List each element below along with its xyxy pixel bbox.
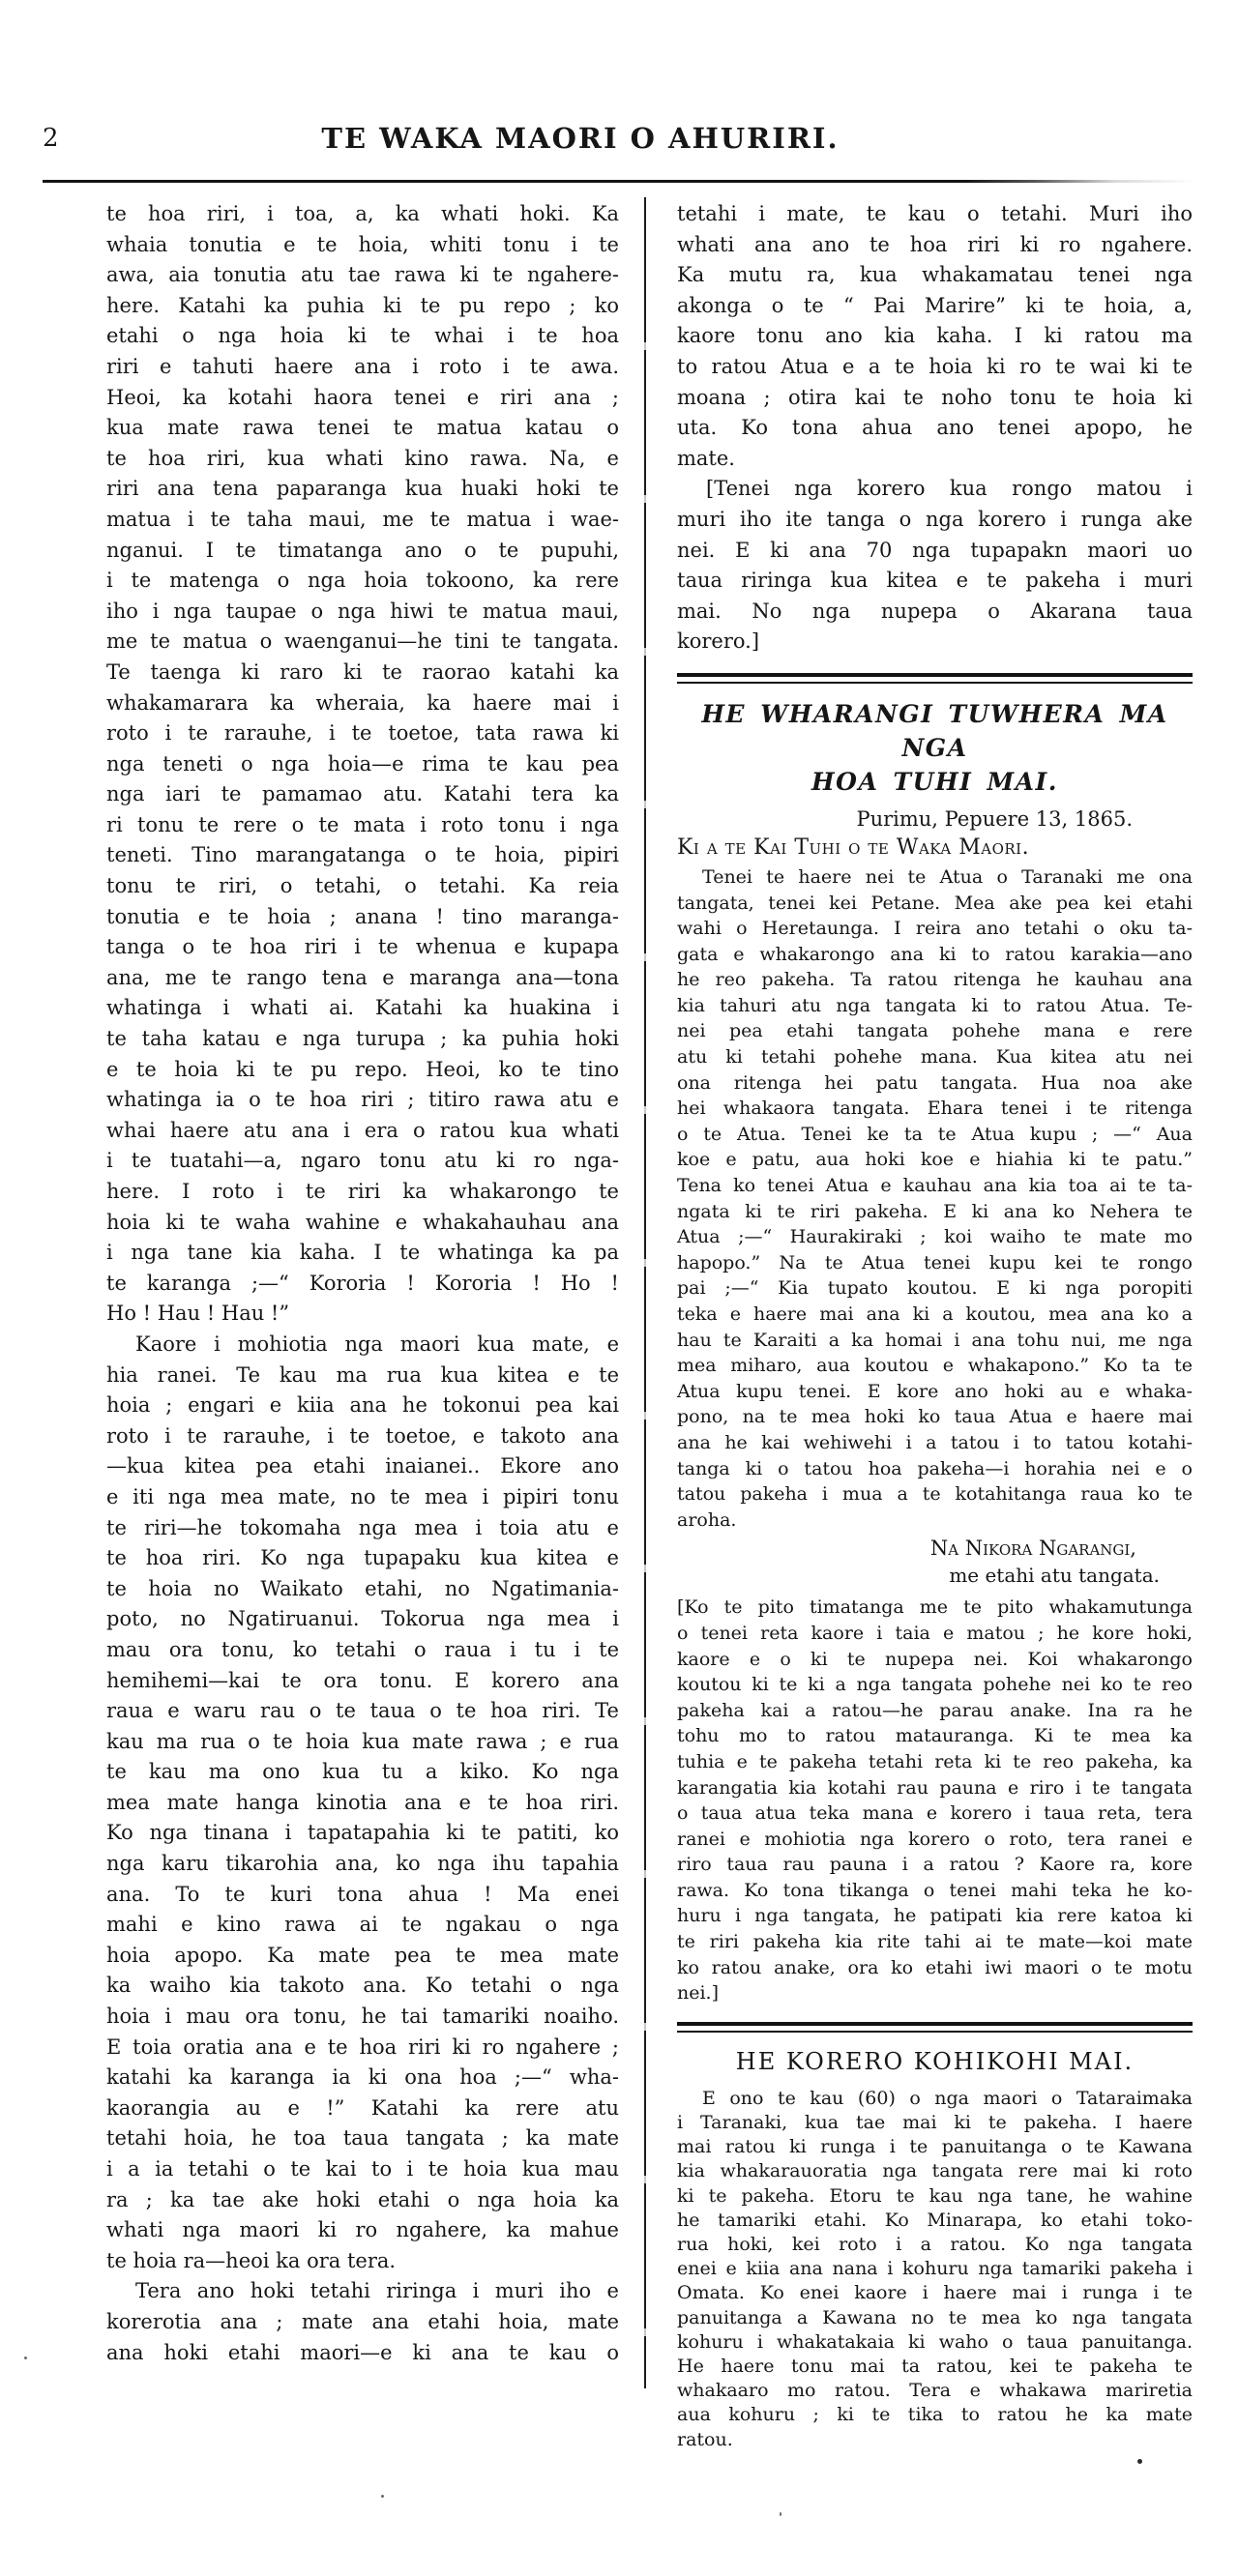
text-line: hoia i mau ora tonu, he tai tamariki noaiho. (106, 2005, 619, 2029)
letter-dateline: Purimu, Pepuere 13, 1865. (856, 806, 1133, 831)
text-line: hoia ki te waha wahine e whakahauhau ana (106, 1210, 619, 1234)
text-line: enei e kiia ana nana i kohuru nga tamariki pakeha i (677, 2258, 1193, 2280)
masthead-rule (43, 180, 1195, 183)
text-line: Atua kupu tenei. E kore ano hoki au e whaka- (677, 1380, 1193, 1402)
text-line: —kua kitea pea etahi inaianei.. Ekore ano (106, 1454, 619, 1478)
text-line: tatou pakeha i mua a te kotahitanga raua ko te (677, 1483, 1193, 1506)
page-number: 2 (43, 124, 59, 153)
text-line: tonu te riri, o tetahi, o tetahi. Ka reia (106, 874, 619, 898)
text-line: here. I roto i te riri ka whakarongo te (106, 1180, 619, 1203)
text-line: mate. (677, 446, 735, 470)
signature-line: me etahi atu tangata. (949, 1564, 1160, 1588)
text-line: nganui. I te timatanga ano o te pupuhi, (106, 538, 619, 562)
text-line: tetahi hoia, he toa taua tangata ; ka mate (106, 2126, 619, 2151)
text-line: hapopo.” Na te Atua tenei kupu kei te rongo (677, 1251, 1193, 1273)
text-line: huru i nga tangata, he patipati kia rere katoa ki (677, 1905, 1193, 1927)
text-line: Omata. Ko enei kaore i haere mai i runga i te (677, 2282, 1193, 2304)
text-line: roto i te rarauhe, i te toetoe, e takoto ana (106, 1423, 619, 1448)
text-line: te hoa riri, i toa, a, ka whati hoki. Ka (106, 202, 619, 225)
editor-note-bracketed (677, 474, 1193, 658)
text-line: te hoia ra—heoi ka ora tera. (106, 2248, 397, 2272)
text-line: tuhia e te pakeha tetahi reta ki te reo pakeha, ka (677, 1750, 1193, 1772)
text-line: E ono te kau (60) o nga maori o Tataraimaka (702, 2087, 1193, 2109)
scan-speck (1137, 2459, 1142, 2464)
text-line: whakamarara ka wheraia, ka haere mai i (106, 690, 619, 715)
text-line: awa, aia tonutia atu tae rawa ki te ngahere- (106, 263, 619, 287)
text-line: ki te pakeha. Etoru te kau nga tane, he wahine (677, 2184, 1193, 2207)
signature-line: Na Nikora Ngarangi, (929, 1537, 1136, 1561)
text-line: mau ora tonu, ko tetahi o raua i tu i te (106, 1637, 619, 1661)
battle-report-conclusion (677, 199, 1193, 474)
text-line: aua kohuru ; ki te tika to ratou he ka mate (677, 2404, 1193, 2426)
text-line: iho i nga taupae o nga hiwi te matua maui, (106, 599, 619, 623)
text-line: te riri—he tokomaha nga mea i toia atu e (106, 1515, 619, 1539)
text-line: nga teneti o nga hoia—e rima te kau pea (106, 751, 619, 776)
text-line: tanga o te hoa riri i te whenua e kupapa (106, 935, 619, 959)
text-line: poto, no Ngatiruanui. Tokorua nga mea i (106, 1607, 619, 1631)
text-line: E toia oratia ana e te hoa riri ki ro ngahere ; (106, 2034, 619, 2059)
letter-body (677, 864, 1193, 1533)
text-line: ri tonu te rere o te mata i roto tonu i nga (106, 812, 619, 836)
text-line: te riri pakeha kia rite tahi ai te mate—koi mate (677, 1931, 1193, 1953)
collected-news-heading: HE KORERO KOHIKOHI MAI. (735, 2047, 1135, 2075)
text-line: ona ritenga hei patu tangata. Hua noa ake (677, 1071, 1193, 1094)
text-line: korerotia ana ; mate ana etahi hoia, mate (106, 2309, 619, 2333)
text-line: kau ma rua o te hoia kua mate rawa ; e rua (106, 1729, 619, 1753)
text-line: nei.] (677, 1982, 720, 2005)
text-line: tetahi i mate, te kau o tetahi. Muri iho (677, 202, 1193, 225)
text-line: ngata ki te riri pakeha. E ki ana ko Nehera te (677, 1200, 1193, 1222)
text-line: o te Atua. Tenei ke ta te Atua kupu ; —“ Aua (677, 1123, 1193, 1145)
text-line: taua riringa kua kitea e te pakeha i muri (677, 569, 1193, 593)
masthead-title: TE WAKA MAORI O AHURIRI. (321, 122, 840, 155)
letter-signature (677, 1535, 1193, 1589)
text-line: raua e waru rau o te taua o te hoa riri. Te (106, 1699, 619, 1723)
text-line: katahi ka karanga ia ki ona hoa ;—“ wha- (106, 2065, 619, 2090)
text-line: ana hoki etahi maori—e ki ana te kau o (106, 2340, 619, 2364)
text-line: akonga o te “ Pai Marire” ki te hoia, a, (677, 293, 1193, 317)
text-line: ranei e mohiotia nga korero o roto, tera ranei e (677, 1828, 1193, 1850)
text-line: i nga tane kia kaha. I te whatinga ka pa (106, 1241, 619, 1265)
text-line: o taua atua teka mana e korero i taua reta, tera (677, 1802, 1193, 1825)
section-divider-rule (677, 673, 1193, 684)
text-line: uta. Ko tona ahua ano tenei apopo, he (677, 416, 1193, 440)
text-line: Te taenga ki raro ki te raorao katahi ka (106, 659, 619, 684)
text-line: kua mate rawa tenei te matua katau o (106, 416, 619, 440)
text-line: ra ; ka tae ake hoki etahi o nga hoia ka (106, 2187, 619, 2211)
text-line: riri e tahuti haere ana i roto i te awa. (106, 354, 619, 378)
text-line: mai. No nga nupepa o Akarana taua (677, 599, 1193, 623)
text-line: whaia tonutia e te hoia, whiti tonu i te (106, 232, 619, 256)
text-line: whatinga ia o te hoa riri ; titiro rawa atu e (106, 1088, 619, 1112)
text-line: hoia ; engari e kiia ana he tokonui pea kai (106, 1393, 619, 1418)
text-line: kaore e o ki te nupepa nei. Koi whakarongo (677, 1648, 1193, 1670)
text-line: koutou ki te ki a nga tangata pohehe nei ko te reo (677, 1674, 1193, 1696)
text-line: kia tahuri atu nga tangata ki to ratou Atua. Te- (677, 994, 1193, 1016)
text-line: i te matenga o nga hoia tokoono, ka rere (106, 569, 619, 593)
text-line: e te hoia ki te pu repo. Heoi, ko te tino (106, 1057, 619, 1081)
text-line: [Ko te pito timatanga me te pito whakamutunga (677, 1596, 1193, 1619)
text-line: korero.] (677, 629, 760, 654)
text-line: he tamariki etahi. Ko Minarapa, ko etahi toko- (677, 2209, 1193, 2231)
text-line: he reo pakeha. Ta ratou ritenga he kauhau ana (677, 969, 1193, 991)
text-line: te hoa riri, kua whati kino rawa. Na, e (106, 446, 619, 470)
text-line: muri iho ite tanga o nga korero i runga ake (677, 507, 1193, 531)
text-line: Tera ano hoki tetahi riringa i muri iho e (135, 2279, 619, 2303)
text-line: te hoia no Waikato etahi, no Ngatimania- (106, 1576, 619, 1600)
column-separator-rule (644, 197, 646, 2388)
battle-report-continuation (106, 199, 619, 1330)
heading-line: HE WHARANGI TUWHERA MA NGA (701, 699, 1168, 762)
text-line: i a ia tetahi o te kai to i te hoia kua mau (106, 2157, 619, 2181)
text-line: ratou. (677, 2428, 733, 2450)
text-line: pai ;—“ Kia tupato koutou. E ki nga poropiti (677, 1277, 1193, 1300)
text-line: panuitanga a Kawana no te mea ko nga tangata (677, 2306, 1193, 2328)
text-line: riri ana tena paparanga kua huaki hoki te (106, 477, 619, 501)
text-line: ana he kai wehiwehi i a tatou i to tatou kotahi- (677, 1431, 1193, 1453)
section-divider-rule-2 (677, 2022, 1193, 2033)
text-line: matua i te taha maui, me te matua i wae- (106, 507, 619, 531)
text-line: pakeha kai a ratou—he parau anake. Ina ra he (677, 1699, 1193, 1721)
text-line: koe e patu, aua hoki koe e hiahia ki te patu.” (677, 1149, 1193, 1171)
text-line: te kau ma ono kua tu a kiko. Ko nga (106, 1760, 619, 1784)
text-line: i te tuatahi—a, ngaro tonu atu ki ro nga- (106, 1149, 619, 1173)
text-line: mea miharo, aua koutou e whakapono.” Ko ta te (677, 1355, 1193, 1377)
right-column (677, 199, 1193, 2452)
text-line: te karanga ;—“ Kororia ! Kororia ! Ho ! (106, 1271, 619, 1295)
text-line: me te matua o waenganui—he tini te tangata. (106, 629, 619, 654)
text-line: e iti nga mea mate, no te mea i pipiri tonu (106, 1484, 619, 1508)
text-line: hei whakaora tangata. Ehara tenei i te ritenga (677, 1098, 1193, 1120)
scan-speck (381, 2495, 384, 2498)
text-line: Ka mutu ra, kua whakamatau tenei nga (677, 263, 1193, 287)
text-line: te taha katau e nga turupa ; ka puhia hoki (106, 1027, 619, 1051)
text-line: whatinga i whati ai. Katahi ka huakina i (106, 996, 619, 1020)
left-column (106, 199, 619, 2368)
text-line: tonutia e te hoia ; anana ! tino maranga- (106, 904, 619, 928)
text-line: Heoi, ka kotahi haora tenei e riri ana ; (106, 385, 619, 409)
text-line: nga iari te pamamao atu. Katahi tera ka (106, 782, 619, 806)
text-line: etahi o nga hoia ki te whai i te hoa (106, 324, 619, 348)
text-line: wahi o Heretaunga. I reira ano tetahi o oku ta- (677, 918, 1193, 940)
text-line: ana, me te rango tena e maranga ana—tona (106, 965, 619, 989)
text-line: roto i te rarauhe, i te toetoe, tata rawa ki (106, 721, 619, 746)
text-line: pono, na te mea hoki ko taua Atua e haere mai (677, 1406, 1193, 1428)
text-line: i Taranaki, kua tae mai ki te pakeha. I haere (677, 2112, 1193, 2134)
heading-line: HOA TUHI MAI. (811, 767, 1058, 796)
text-line: Kaore i mohiotia nga maori kua mate, e (135, 1332, 619, 1356)
text-line: riro taua rau pauna i a ratou ? Kaore ra, kore (677, 1854, 1193, 1876)
text-line: [Tenei nga korero kua rongo matou i (706, 477, 1193, 501)
text-line: atu ki tetahi pohehe mana. Kua kitea atu nei (677, 1046, 1193, 1068)
letter-salutation: Ki a te Kai Tuhi o te Waka Maori. (677, 834, 1030, 860)
scan-speck (780, 2512, 781, 2516)
text-line: whati ana ano te hoa riri ki ro ngahere. (677, 232, 1193, 256)
text-line: tohu mo to ratou matauranga. Ki te mea ka (677, 1725, 1193, 1747)
text-line: rawa. Ko tona tikanga o tenei mahi teka he ko- (677, 1879, 1193, 1901)
text-line: o tenei reta kaore i taia e matou ; he kore hoki, (677, 1622, 1193, 1644)
text-line: here. Katahi ka puhia ki te pu repo ; ko (106, 293, 619, 317)
text-line: ana. To te kuri tona ahua ! Ma enei (106, 1882, 619, 1906)
text-line: hia ranei. Te kau ma rua kua kitea e te (106, 1362, 619, 1387)
text-line: mahi e kino rawa ai te ngakau o nga (106, 1913, 619, 1937)
text-line: rua hoki, kei roto i a ratou. Ko nga tangata (677, 2234, 1193, 2256)
text-line: mea mate hanga kinotia ana e te hoa riri. (106, 1790, 619, 1814)
text-line: aroha. (677, 1508, 737, 1531)
text-line: whakaaro mo ratou. Tera e whakawa mariretia (677, 2380, 1193, 2402)
text-line: Tenei te haere nei te Atua o Taranaki me ona (702, 865, 1193, 888)
text-line: te hoa riri. Ko nga tupapaku kua kitea e (106, 1546, 619, 1570)
text-line: hau te Karaiti a ka homai i ana tohu nui, me nga (677, 1329, 1193, 1351)
text-line: kohuru i whakatakaia ki waho o taua panuitanga. (677, 2330, 1193, 2353)
text-line: ka waiho kia takoto ana. Ko tetahi o nga (106, 1974, 619, 1998)
text-line: He haere tonu mai ta ratou, kei te pakeha te (677, 2356, 1193, 2378)
text-line: gata e whakarongo ana ki to ratou karakia—ano (677, 943, 1193, 965)
scan-speck (24, 2356, 27, 2359)
text-line: hemihemi—kai te ora tonu. E korero ana (106, 1668, 619, 1692)
text-line: Atua ;—“ Haurakiraki ; koi waiho te mate mo (677, 1226, 1193, 1248)
text-line: karangatia kia kotahi rau pauna e riro i te tangata (677, 1776, 1193, 1799)
tataraimaka-paragraph (677, 2087, 1193, 2452)
text-line: nei pea etahi tangata pohehe mana e rere (677, 1020, 1193, 1042)
text-line: tanga ki o tatou hoa pakeha—i horahia nei e o (677, 1457, 1193, 1479)
text-line: teka e haere mai ana ki a koutou, mea ana ko a (677, 1303, 1193, 1325)
open-page-heading (677, 697, 1193, 799)
text-line: Tena ko tenei Atua e kauhau ana kia toa ai te ta- (677, 1175, 1193, 1197)
second-skirmish-paragraph (106, 2276, 619, 2368)
casualties-paragraph (106, 1330, 619, 2276)
editor-reply-bracketed (677, 1595, 1193, 2006)
text-line: Ko nga tinana i tapatapahia ki te patiti, ko (106, 1821, 619, 1845)
text-line: teneti. Tino marangatanga o te hoia, pipiri (106, 843, 619, 867)
text-line: nei. E ki ana 70 nga tupapakn maori uo (677, 538, 1193, 562)
text-line: kaorangia au e !” Katahi ka rere atu (106, 2095, 619, 2120)
text-line: kaore tonu ano kia kaha. I ki ratou ma (677, 324, 1193, 348)
text-line: hoia apopo. Ka mate pea te mea mate (106, 1943, 619, 1967)
text-line: moana ; otira kai te noho tonu te hoia ki (677, 385, 1193, 409)
text-line: nga karu tikarohia ana, ko nga ihu tapahia (106, 1852, 619, 1876)
text-line: kia whakarauoratia nga tangata rere mai ki roto (677, 2160, 1193, 2182)
text-line: mai ratou ki runga i te panuitanga o te Kawana (677, 2136, 1193, 2158)
text-line: Ho ! Hau ! Hau !” (106, 1302, 290, 1326)
text-line: tangata, tenei kei Petane. Mea ake pea kei etahi (677, 892, 1193, 914)
text-line: ko ratou anake, ora ko etahi iwi maori o te motu (677, 1956, 1193, 1978)
text-line: whati nga maori ki ro ngahere, ka mahue (106, 2218, 619, 2242)
text-line: to ratou Atua e a te hoia ki ro te wai ki te (677, 354, 1193, 378)
text-line: whai haere atu ana i era o ratou kua whati (106, 1118, 619, 1142)
